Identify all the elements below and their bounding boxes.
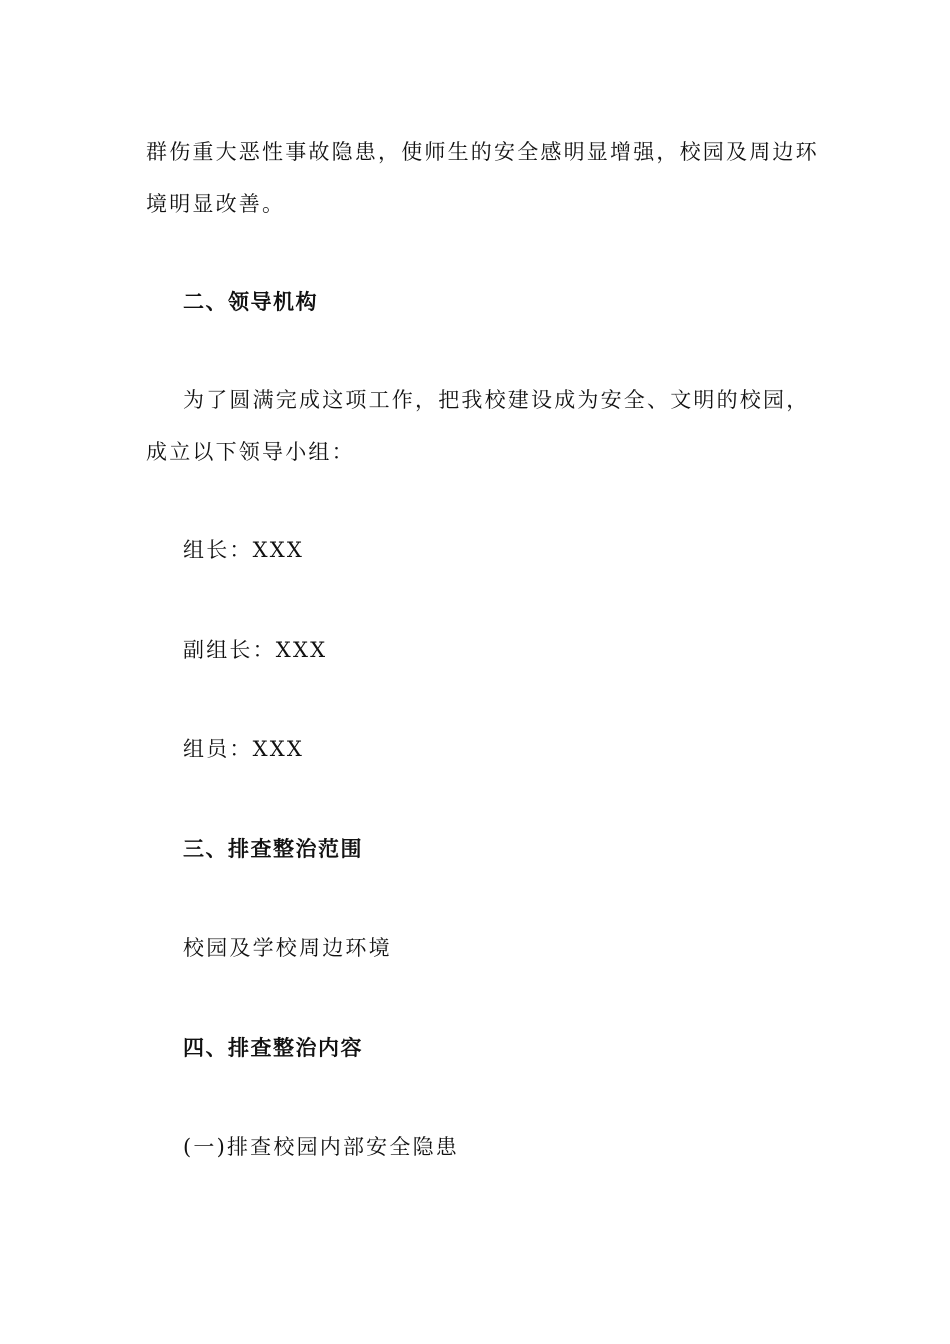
paragraph-line: 境明显改善。 [146, 192, 286, 216]
paragraph-line: 成立以下领导小组： [146, 440, 355, 464]
section-heading-leadership: 二、领导机构 [183, 289, 318, 314]
section-heading-scope: 三、排查整治范围 [183, 836, 363, 861]
paragraph-line: 群伤重大恶性事故隐患，使师生的安全感明显增强，校园及周边环 [146, 140, 819, 164]
section-heading-content: 四、排查整治内容 [183, 1035, 363, 1060]
subheading-campus-hazards: (一)排查校园内部安全隐患 [183, 1135, 459, 1159]
leader-line: 组长：XXX [183, 538, 305, 562]
deputy-leader-line: 副组长：XXX [183, 638, 328, 662]
members-line: 组员：XXX [183, 737, 305, 761]
scope-content: 校园及学校周边环境 [183, 936, 392, 960]
paragraph-line: 为了圆满完成这项工作，把我校建设成为安全、文明的校园， [183, 388, 810, 412]
